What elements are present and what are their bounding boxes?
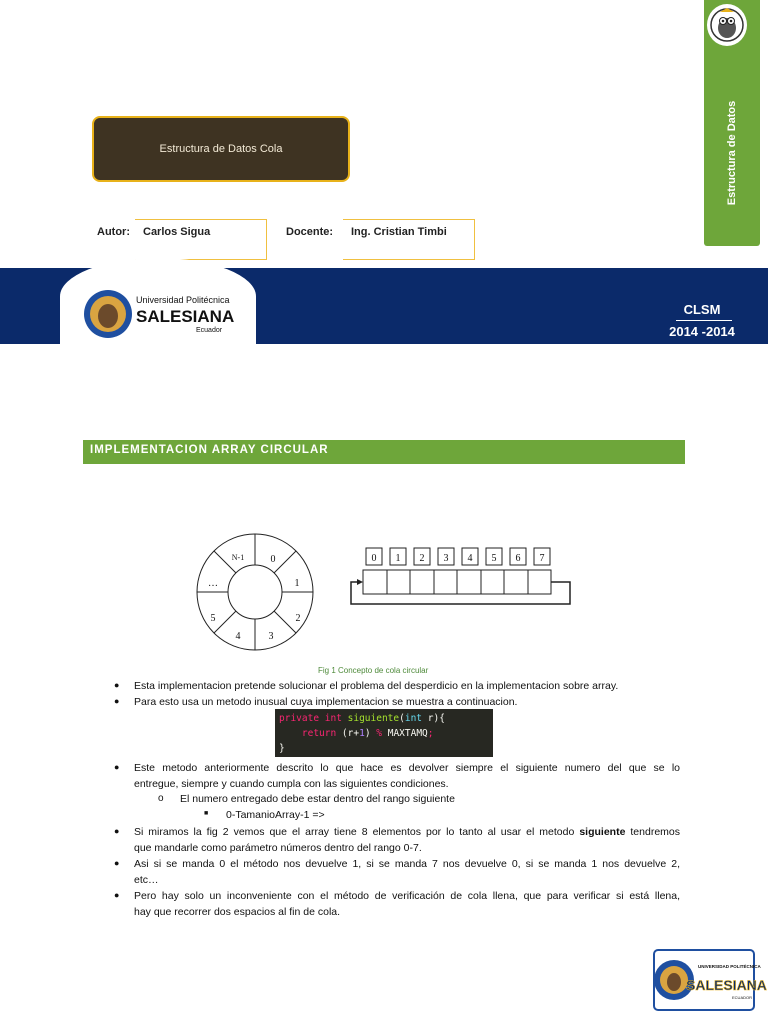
array-index: [366, 548, 382, 565]
author-field: Carlos Sigua: [135, 219, 267, 260]
teacher-field: Ing. Cristian Timbi: [343, 219, 475, 260]
paragraph: Este metodo anteriormente descrito lo que hace es devolver siempre el siguiente numero del que se lo entregue, siempre y cuando cumpla con las siguientes condiciones.: [134, 762, 680, 790]
svg-text:1: 1: [395, 553, 401, 564]
footer-logo-top: UNIVERSIDAD POLITÉCNICA: [698, 964, 761, 969]
array-index: [390, 548, 406, 565]
footer-logo-bottom: ECUADOR: [732, 995, 753, 1000]
array-index: [438, 548, 454, 565]
sub-sub-paragraph: 0-TamanioArray-1 =>: [226, 809, 325, 821]
ring-label: 5: [210, 613, 216, 624]
university-name: SALESIANA: [136, 307, 235, 326]
footer-university-logo: [652, 944, 767, 1016]
bullet-icon: ●: [114, 890, 120, 900]
ring-label: 0: [270, 554, 276, 565]
circular-queue-diagram: [190, 532, 322, 656]
course-year: 2014 -2014: [669, 324, 735, 339]
course-code: CLSM: [683, 302, 721, 317]
linear-array-diagram: [346, 544, 576, 608]
svg-text:3: 3: [443, 553, 449, 564]
ring-label: 4: [235, 631, 241, 642]
bullet-icon: ●: [114, 826, 120, 836]
array-index: [414, 548, 430, 565]
array-cells: [351, 570, 570, 604]
bullet-icon: ●: [114, 762, 120, 772]
array-index: [486, 548, 502, 565]
wrap-arrow-icon: [357, 579, 363, 585]
paragraph: Si miramos la fig 2 vemos que el array tiene 8 elementos por lo tanto al usar el metodo siguiente tendremos que mandarle como parámetro números dentro del rango 0-7.: [134, 826, 680, 854]
bullet-icon: ●: [114, 696, 120, 706]
svg-text:5: 5: [491, 553, 497, 564]
bullet-icon: ●: [114, 680, 120, 690]
ring-label: 2: [295, 613, 301, 624]
side-tab-title: Estructura de Datos: [726, 100, 738, 206]
sub-bullet-icon: o: [158, 793, 164, 804]
paragraph: Esta implementacion pretende solucionar el problema del desperdicio en la implementacion sobre array.: [134, 680, 619, 692]
ring-label: N-1: [231, 553, 245, 562]
svg-text:6: 6: [515, 553, 521, 564]
mascot-logo: [707, 4, 747, 46]
bullet-icon: ●: [114, 858, 120, 868]
paragraph: Pero hay solo un inconveniente con el método de verificación de cola llena, que para verificar si está llena, hay que recorrer dos espacios al fin de cola.: [134, 890, 680, 918]
array-index: [510, 548, 526, 565]
svg-text:7: 7: [539, 553, 545, 564]
university-line1: Universidad Politécnica: [136, 295, 230, 305]
section-header: IMPLEMENTACION ARRAY CIRCULAR: [83, 440, 685, 464]
document-title-box: [92, 116, 350, 182]
paragraph: Para esto usa un metodo inusual cuya implementacion se muestra a continuacion.: [134, 696, 518, 708]
document-title: Estructura de Datos Cola: [159, 143, 283, 155]
paragraph: Asi si se manda 0 el método nos devuelve 1, si se manda 7 nos devuelve 0, si se manda 1 nos devuelve 2, etc…: [134, 858, 680, 886]
ring-label: 1: [294, 578, 300, 589]
divider: [676, 320, 732, 321]
ring-dividers: [197, 534, 313, 650]
university-logo: [84, 286, 244, 342]
array-index: [534, 548, 550, 565]
author-label: Autor:: [97, 226, 130, 238]
svg-text:2: 2: [419, 553, 425, 564]
svg-text:4: 4: [467, 553, 473, 564]
code-snippet: private int siguiente(int r){ return (r+1) % MAXTAMQ; }: [275, 709, 493, 757]
sub-sub-bullet-icon: ■: [204, 810, 209, 817]
array-index: [462, 548, 478, 565]
sub-paragraph: El numero entregado debe estar dentro del rango siguiente: [180, 793, 455, 805]
ring-label: …: [208, 578, 218, 589]
svg-text:0: 0: [371, 553, 377, 564]
ring-label: 3: [268, 631, 274, 642]
footer-logo-name: SALESIANA: [686, 977, 767, 993]
teacher-label: Docente:: [286, 226, 334, 238]
university-country: Ecuador: [196, 327, 223, 334]
figure-caption: Fig 1 Concepto de cola circular: [318, 666, 429, 675]
